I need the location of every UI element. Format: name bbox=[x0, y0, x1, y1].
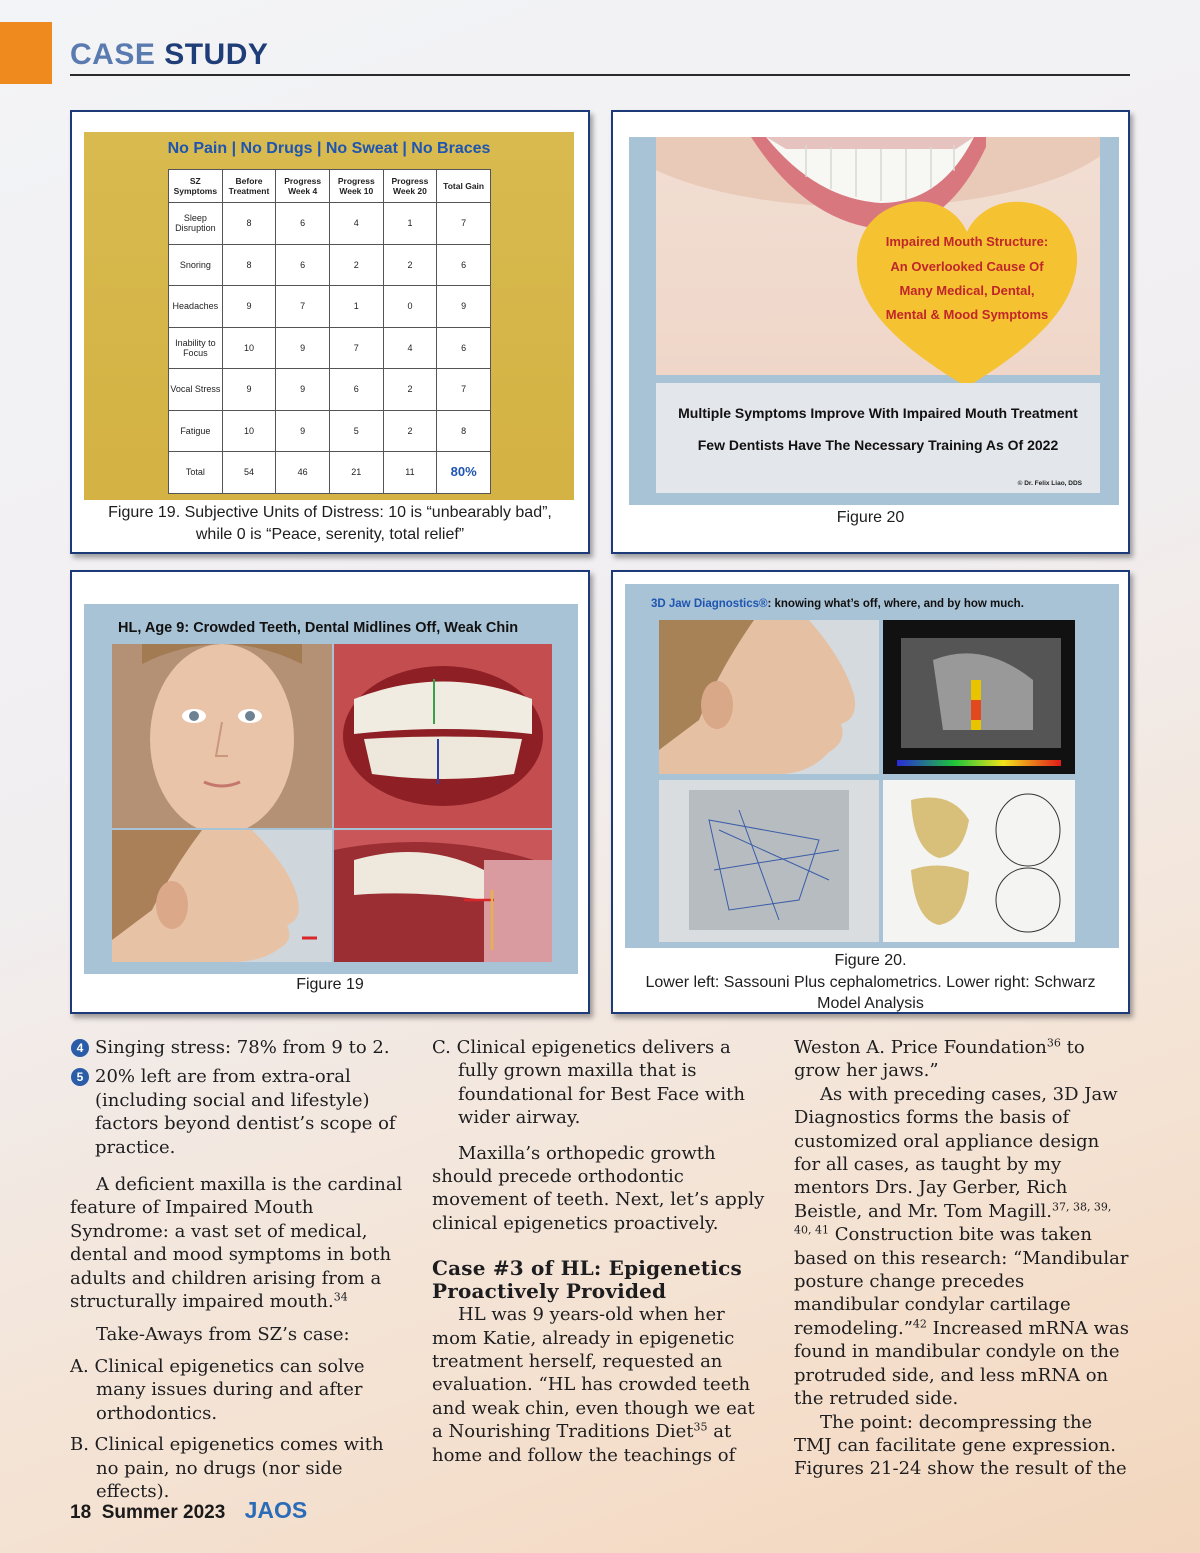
table-cell: 7 bbox=[276, 286, 330, 328]
figure-19-table-caption-2: while 0 is “Peace, serenity, total relief” bbox=[195, 526, 465, 543]
table-cell: 6 bbox=[437, 327, 491, 369]
table-cell: 9 bbox=[437, 286, 491, 328]
table-cell: 6 bbox=[276, 203, 330, 245]
table-cell: 8 bbox=[222, 203, 276, 245]
paragraph bbox=[432, 1303, 768, 1467]
paragraph: Take-Aways from SZ’s case: bbox=[96, 1324, 350, 1346]
symptom-table bbox=[168, 169, 491, 494]
heart-text-1: Impaired Mouth Structure: bbox=[885, 234, 1049, 249]
footnote-ref: 34 bbox=[333, 1290, 348, 1304]
figure-19-photos-box bbox=[70, 570, 590, 1014]
profile-teeth-photo bbox=[334, 830, 552, 962]
copyright-note: © Dr. Felix Liao, DDS bbox=[1017, 480, 1082, 487]
col-header: Progress Week 4 bbox=[276, 170, 330, 203]
frontal-face-photo bbox=[112, 644, 332, 828]
section-color-tab bbox=[0, 22, 52, 84]
table-row bbox=[169, 369, 491, 411]
profile-face-photo bbox=[112, 830, 332, 962]
table-row bbox=[169, 410, 491, 452]
heart-text-4: Mental & Mood Symptoms bbox=[885, 307, 1049, 322]
table-cell: 0 bbox=[383, 286, 437, 328]
table-cell: 10 bbox=[222, 410, 276, 452]
table-cell: 4 bbox=[329, 203, 383, 245]
banner-line-2: Few Dentists Have The Necessary Training As Of 2022 bbox=[697, 437, 1059, 453]
numbered-item-5 bbox=[70, 1065, 410, 1159]
takeaway-item: A. Clinical epigenetics can solve many issues during and after orthodontics. bbox=[70, 1355, 365, 1424]
paragraph-text: at home and follow the teachings of bbox=[432, 1421, 736, 1466]
figure-19-table-caption-1: Figure 19. Subjective Units of Distress: 10 is “unbearably bad”, bbox=[108, 504, 552, 521]
mouth-banner bbox=[656, 383, 1100, 493]
paragraph: Maxilla’s orthopedic growth should precede orthodontic movement of teeth. Next, let’s apply clinical epigenetics proactively. bbox=[432, 1142, 765, 1234]
table-cell: 5 bbox=[329, 410, 383, 452]
table-cell: 9 bbox=[222, 286, 276, 328]
table-cell: Fatigue bbox=[169, 410, 223, 452]
frontal-teeth-photo bbox=[334, 644, 552, 828]
footnote-ref: 35 bbox=[693, 1420, 708, 1434]
table-cell: Headaches bbox=[169, 286, 223, 328]
col-header: SZ Symptoms bbox=[169, 170, 223, 203]
col-header: Progress Week 10 bbox=[329, 170, 383, 203]
takeaway-item: B. Clinical epigenetics comes with no pain, no drugs (nor side effects). bbox=[70, 1434, 384, 1502]
paragraph-text: A deficient maxilla is the cardinal feature of Impaired Mouth Syndrome: a vast set of medical, dental and mood symptoms in both adults and children arising from a structurally impaired mouth. bbox=[70, 1174, 403, 1313]
paragraph-text: As with preceding cases, 3D Jaw Diagnostics forms the basis of customized oral appliance design for all cases, as taught by my mentors Drs. Jay Gerber, Rich Beistle, and Mr. Tom Magill. bbox=[794, 1083, 1118, 1222]
figure-20-mouth-caption: Figure 20 bbox=[836, 509, 905, 526]
figure-19-table-box bbox=[70, 110, 590, 554]
figure-20-jaw-box bbox=[611, 570, 1130, 1014]
table-cell: 21 bbox=[329, 452, 383, 494]
section-title-bold: STUDY bbox=[164, 38, 269, 71]
footnote-ref: 37, 38, 39, 40, 41 bbox=[794, 1200, 1112, 1237]
paragraph-text: to grow her jaws.” bbox=[794, 1037, 1085, 1082]
section-title bbox=[70, 38, 268, 72]
heart-text-2: An Overlooked Cause Of bbox=[890, 259, 1044, 274]
table-cell: 2 bbox=[329, 244, 383, 286]
mouth-frame bbox=[629, 137, 1119, 505]
table-cell: 11 bbox=[383, 452, 437, 494]
table-cell: 1 bbox=[329, 286, 383, 328]
jaw-title-rest: : knowing what’s off, where, and by how much. bbox=[767, 598, 1024, 610]
table-cell: 8 bbox=[437, 410, 491, 452]
table-row bbox=[169, 244, 491, 286]
numbered-item-4 bbox=[70, 1036, 410, 1059]
page-number: 18 bbox=[70, 1502, 92, 1523]
paragraph bbox=[70, 1173, 410, 1313]
text-column-1 bbox=[70, 1036, 410, 1503]
paragraph-text: Increased mRNA was found in mandibular condyle on the protruded side, and less mRNA on the retruded side. bbox=[794, 1317, 1129, 1410]
paragraph-text: Weston A. Price Foundation bbox=[794, 1037, 1047, 1058]
table-cell: 6 bbox=[276, 244, 330, 286]
takeaway-item: C. Clinical epigenetics delivers a fully grown maxilla that is foundational for Best Face with wider airway. bbox=[432, 1037, 745, 1129]
footnote-ref: 36 bbox=[1046, 1036, 1061, 1050]
figure-20-jaw-caption-3: Model Analysis bbox=[817, 995, 924, 1012]
col-header: Progress Week 20 bbox=[383, 170, 437, 203]
col-header: Before Treatment bbox=[222, 170, 276, 203]
table-cell: 7 bbox=[329, 327, 383, 369]
issue-label: Summer 2023 bbox=[101, 1502, 226, 1523]
table-cell: 54 bbox=[222, 452, 276, 494]
section-title-light: CASE bbox=[70, 38, 156, 71]
table-cell: 2 bbox=[383, 244, 437, 286]
figure-19-photos-caption: Figure 19 bbox=[296, 976, 364, 993]
table-row bbox=[169, 286, 491, 328]
text-column-3 bbox=[794, 1036, 1130, 1481]
jaw-frame bbox=[625, 584, 1119, 948]
col-header: Total Gain bbox=[437, 170, 491, 203]
figure-20-jaw-caption-1: Figure 20. bbox=[834, 952, 907, 969]
table-header-row bbox=[169, 170, 491, 203]
photos-title: HL, Age 9: Crowded Teeth, Dental Midlines Off, Weak Chin bbox=[118, 620, 519, 636]
table-cell: 9 bbox=[276, 410, 330, 452]
table-cell: 2 bbox=[383, 410, 437, 452]
paragraph bbox=[794, 1036, 1130, 1083]
number-badge: 4 bbox=[71, 1039, 89, 1057]
journal-name: JAOS bbox=[244, 1497, 308, 1523]
table-cell: 6 bbox=[329, 369, 383, 411]
jaw-title-brand: 3D Jaw Diagnostics® bbox=[651, 598, 768, 610]
jaw-profile-photo bbox=[659, 620, 879, 774]
table-cell: Sleep Disruption bbox=[169, 203, 223, 245]
number-badge: 5 bbox=[71, 1068, 89, 1086]
table-cell: 7 bbox=[437, 203, 491, 245]
jaw-title bbox=[651, 598, 1024, 610]
paragraph: The point: decompressing the TMJ can facilitate gene expression. Figures 21-24 show the result of the bbox=[794, 1411, 1127, 1480]
text-column-2 bbox=[432, 1036, 768, 1467]
heart-text-3: Many Medical, Dental, bbox=[899, 283, 1035, 298]
table-cell: 7 bbox=[437, 369, 491, 411]
schwarz-model-analysis-image bbox=[883, 780, 1075, 942]
page-footer bbox=[70, 1497, 307, 1524]
paragraph bbox=[794, 1083, 1130, 1411]
section-heading: Case #3 of HL: Epigenetics Proactively Provided bbox=[432, 1256, 742, 1304]
table-cell: 1 bbox=[383, 203, 437, 245]
table-cell: Vocal Stress bbox=[169, 369, 223, 411]
cephalometric-tracing-image bbox=[659, 780, 879, 942]
paragraph-text: HL was 9 years-old when her mom Katie, already in epigenetic treatment herself, requested an evaluation. “HL has crowded teeth and weak chin, even though we eat a Nourishing Traditions Diet bbox=[432, 1304, 755, 1443]
table-title: No Pain | No Drugs | No Sweat | No Braces bbox=[167, 140, 491, 157]
table-cell: 8 bbox=[222, 244, 276, 286]
banner-line-1: Multiple Symptoms Improve With Impaired Mouth Treatment bbox=[678, 405, 1078, 421]
total-gain-cell: 80% bbox=[437, 452, 491, 494]
numbered-item-text: 20% left are from extra-oral (including social and lifestyle) factors beyond dentist’s scope of practice. bbox=[95, 1066, 396, 1158]
table-cell: Snoring bbox=[169, 244, 223, 286]
table-total-row bbox=[169, 452, 491, 494]
table-cell: Inability to Focus bbox=[169, 327, 223, 369]
figure-20-mouth-box bbox=[611, 110, 1130, 554]
photos-frame bbox=[84, 604, 578, 974]
cbct-scan-image bbox=[883, 620, 1075, 774]
table-cell: Total bbox=[169, 452, 223, 494]
table-cell: 6 bbox=[437, 244, 491, 286]
table-panel bbox=[84, 132, 574, 500]
table-cell: 4 bbox=[383, 327, 437, 369]
table-cell: 9 bbox=[276, 327, 330, 369]
table-cell: 2 bbox=[383, 369, 437, 411]
numbered-item-text: Singing stress: 78% from 9 to 2. bbox=[95, 1037, 390, 1058]
table-cell: 9 bbox=[222, 369, 276, 411]
table-cell: 10 bbox=[222, 327, 276, 369]
header-rule bbox=[70, 74, 1130, 76]
table-row bbox=[169, 203, 491, 245]
table-row bbox=[169, 327, 491, 369]
table-cell: 9 bbox=[276, 369, 330, 411]
paragraph-text: Construction bite was taken based on this research: “Mandibular posture change precedes mandibular condylar cartilage remodeling.” bbox=[794, 1224, 1129, 1339]
table-cell: 46 bbox=[276, 452, 330, 494]
footnote-ref: 42 bbox=[912, 1317, 927, 1331]
figure-20-jaw-caption-2: Lower left: Sassouni Plus cephalometrics. Lower right: Schwarz bbox=[645, 974, 1096, 991]
